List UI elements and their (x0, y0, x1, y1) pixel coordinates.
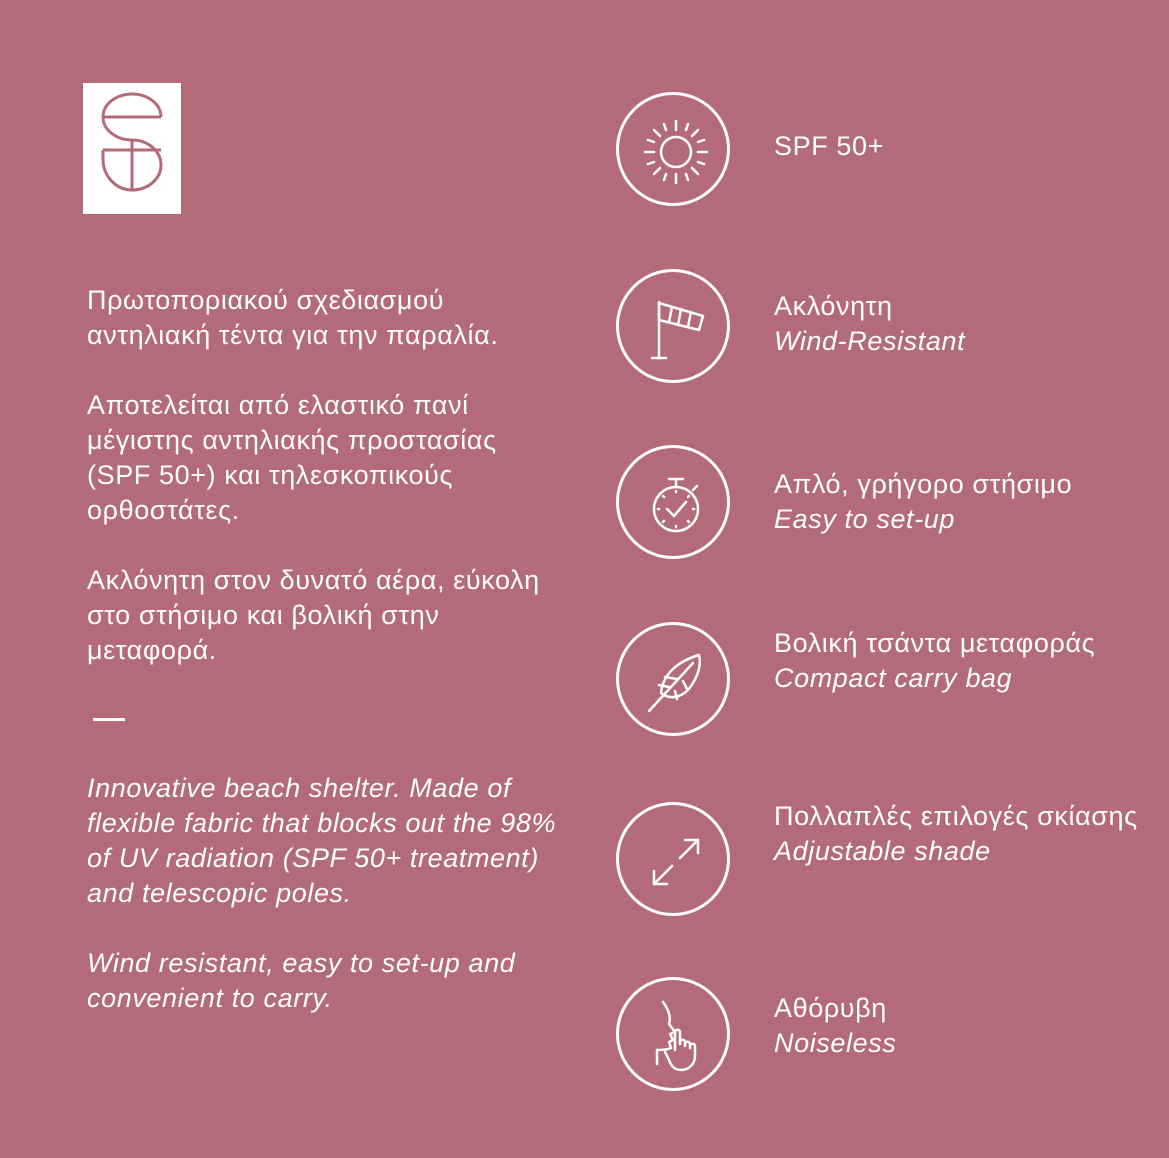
feature-text (774, 991, 1164, 1061)
feature-item-adjustable-shade (616, 802, 1156, 922)
feature-label-greek: Βολική τσάντα μεταφοράς (774, 628, 1096, 658)
s-monogram-logo-icon (83, 83, 181, 214)
resize-arrows-icon (616, 802, 730, 916)
brand-logo (83, 83, 181, 214)
feature-label-greek: Αθόρυβη (774, 993, 887, 1023)
feature-item-carry-bag (616, 622, 1156, 742)
feature-label-english: Easy to set-up (774, 504, 955, 534)
feature-label-greek: Ακλόνητη (774, 291, 893, 321)
feature-text (774, 467, 1164, 537)
feature-item-spf (616, 92, 1156, 212)
sun-icon (616, 92, 730, 206)
description-column (87, 283, 567, 1016)
greek-description-2: Αποτελείται από ελαστικό πανί μέγιστης αντηλιακής προστασίας (SPF 50+) και τηλεσκοπικούς ορθοστάτες. (87, 390, 497, 525)
feature-label-greek: SPF 50+ (774, 131, 885, 161)
feature-label-english: Adjustable shade (774, 836, 991, 866)
greek-description-3: Ακλόνητη στον δυνατό αέρα, εύκολη στο στήσιμο και βολική στην μεταφορά. (87, 565, 540, 665)
feature-label-english: Noiseless (774, 1028, 897, 1058)
feature-label-english: Compact carry bag (774, 663, 1013, 693)
english-description-2: Wind resistant, easy to set-up and convenient to carry. (87, 948, 516, 1013)
feature-item-wind (616, 269, 1156, 389)
feature-text (774, 289, 1164, 359)
section-divider (93, 718, 125, 721)
feature-item-setup (616, 445, 1156, 565)
feature-label-greek: Πολλαπλές επιλογές σκίασης (774, 801, 1138, 831)
windsock-icon (616, 269, 730, 383)
feature-text (774, 129, 1164, 164)
feature-label-greek: Απλό, γρήγορο στήσιμο (774, 469, 1073, 499)
english-description-1: Innovative beach shelter. Made of flexible fabric that blocks out the 98% of UV radiation (SPF 50+ treatment) and telescopic poles. (87, 773, 557, 908)
feature-text (774, 626, 1164, 696)
feather-icon (616, 622, 730, 736)
stopwatch-icon (616, 445, 730, 559)
greek-description-1: Πρωτοποριακού σχεδιασμού αντηλιακή τέντα για την παραλία. (87, 285, 499, 350)
feature-text (774, 799, 1164, 869)
feature-label-english: Wind-Resistant (774, 326, 966, 356)
feature-item-noiseless (616, 977, 1156, 1097)
quiet-gesture-icon (616, 977, 730, 1091)
